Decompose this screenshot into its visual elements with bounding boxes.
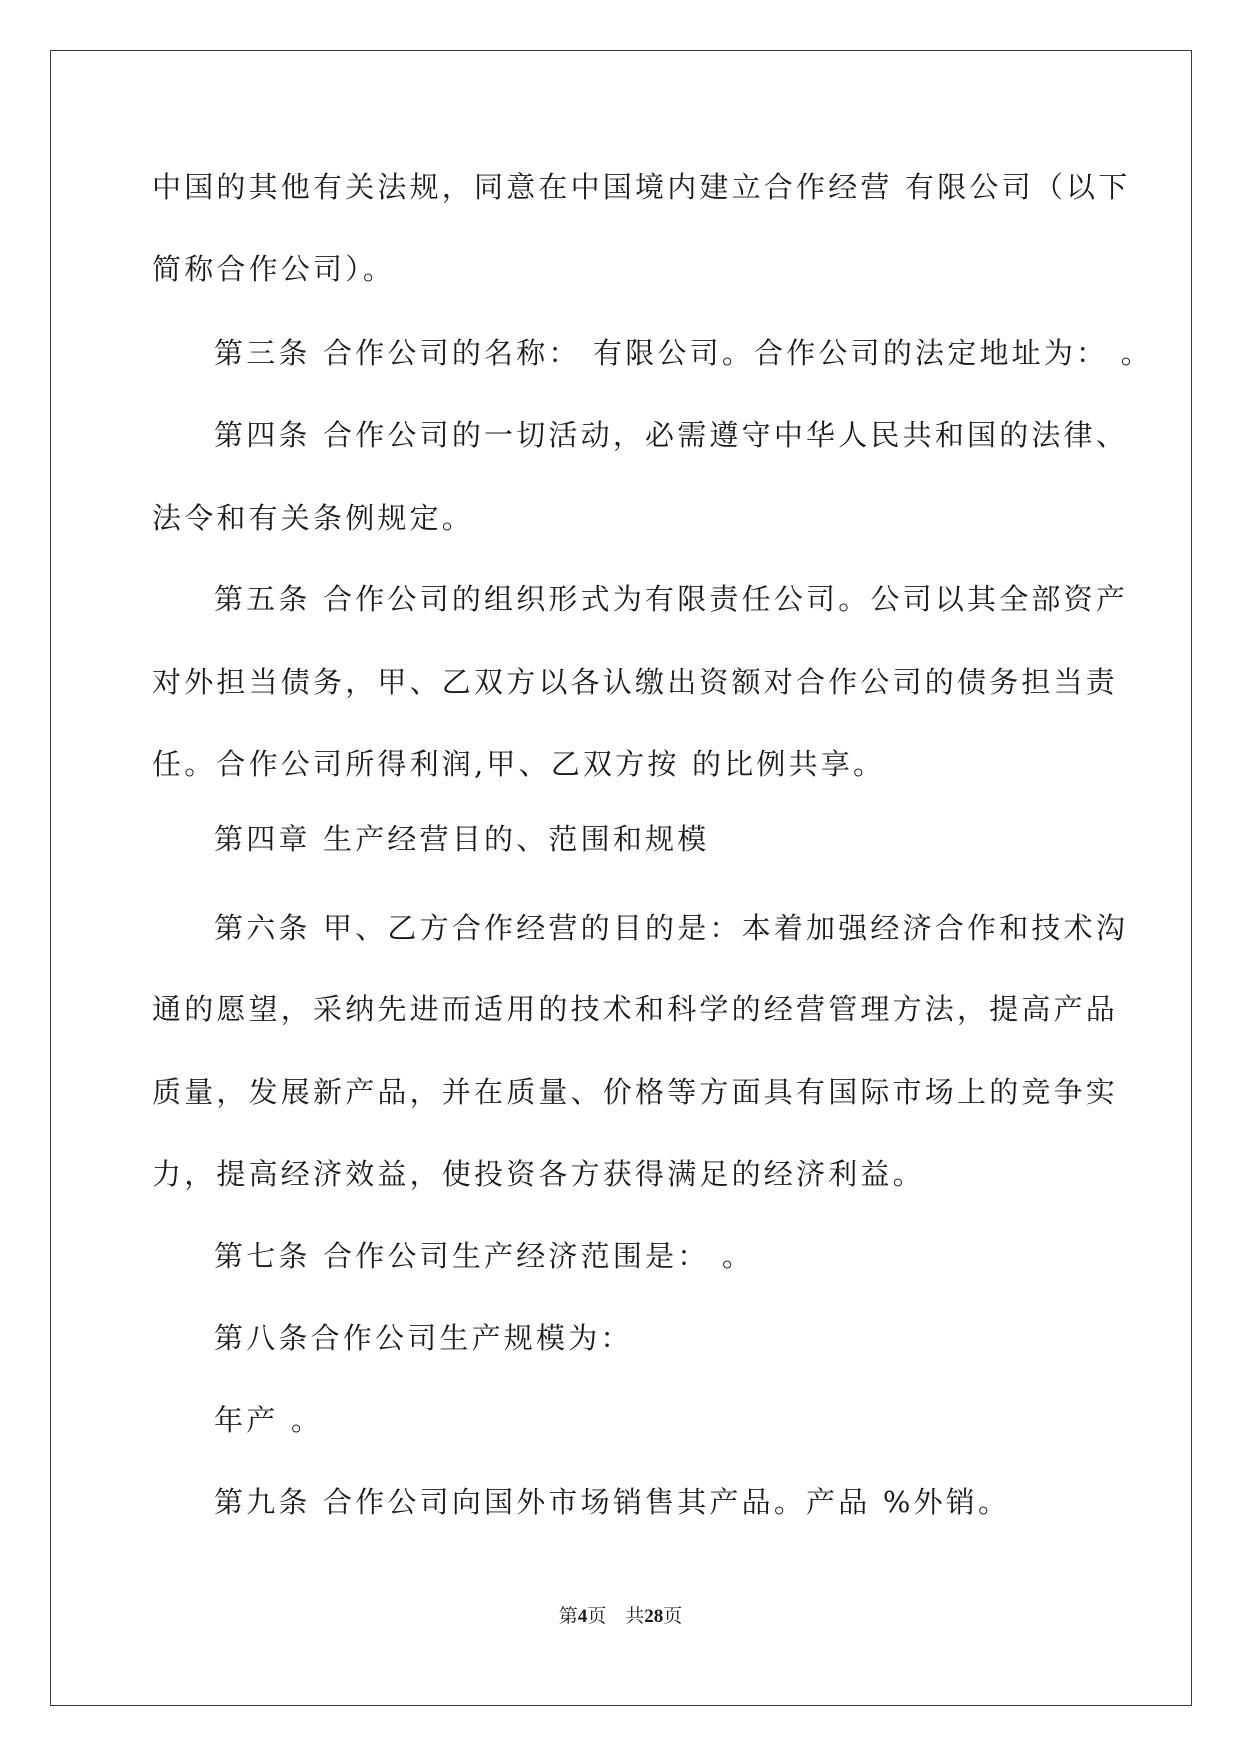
page-number: 4 [577, 1606, 588, 1627]
text-line: 简称合作公司）。 [152, 252, 396, 286]
text-line: 法令和有关条例规定。 [152, 501, 475, 535]
chapter-heading: 第四章 生产经营目的、范围和规模 [214, 822, 710, 856]
text-line: 力，提高经济效益，使投资各方获得满足的经济利益。 [152, 1157, 925, 1191]
page-border [50, 50, 1192, 1706]
text-line: 年产 。 [214, 1403, 324, 1437]
text-line: 第五条 合作公司的组织形式为有限责任公司。公司以其全部资产 [214, 582, 1129, 616]
page-suffix: 页 [663, 1606, 683, 1627]
text-line: 第七条 合作公司生产经济范围是： 。 [214, 1239, 755, 1273]
page-total: 28 [644, 1606, 664, 1627]
text-line: 质量，发展新产品，并在质量、价格等方面具有国际市场上的竞争实 [152, 1075, 1119, 1109]
page-footer [0, 1601, 1241, 1628]
text-line: 对外担当债务，甲、乙双方以各认缴出资额对合作公司的债务担当责 [152, 665, 1119, 699]
text-line: 第九条 合作公司向国外市场销售其产品。产品 %外销。 [214, 1485, 1011, 1519]
text-line: 第六条 甲、乙方合作经营的目的是：本着加强经济合作和技术沟 [214, 911, 1129, 945]
text-line: 第八条合作公司生产规模为： [214, 1321, 633, 1355]
text-line: 第三条 合作公司的名称： 有限公司。合作公司的法定地址为： 。 [214, 336, 1153, 370]
page-mid: 页 共 [587, 1606, 645, 1627]
text-line: 中国的其他有关法规，同意在中国境内建立合作经营 有限公司（以下 [152, 170, 1131, 204]
page-prefix: 第 [558, 1606, 578, 1627]
text-line: 第四条 合作公司的一切活动，必需遵守中华人民共和国的法律、 [214, 418, 1129, 452]
text-line: 通的愿望，采纳先进而适用的技术和科学的经营管理方法，提高产品 [152, 992, 1119, 1026]
text-line: 任。合作公司所得利润,甲、乙双方按 的比例共享。 [152, 747, 886, 781]
